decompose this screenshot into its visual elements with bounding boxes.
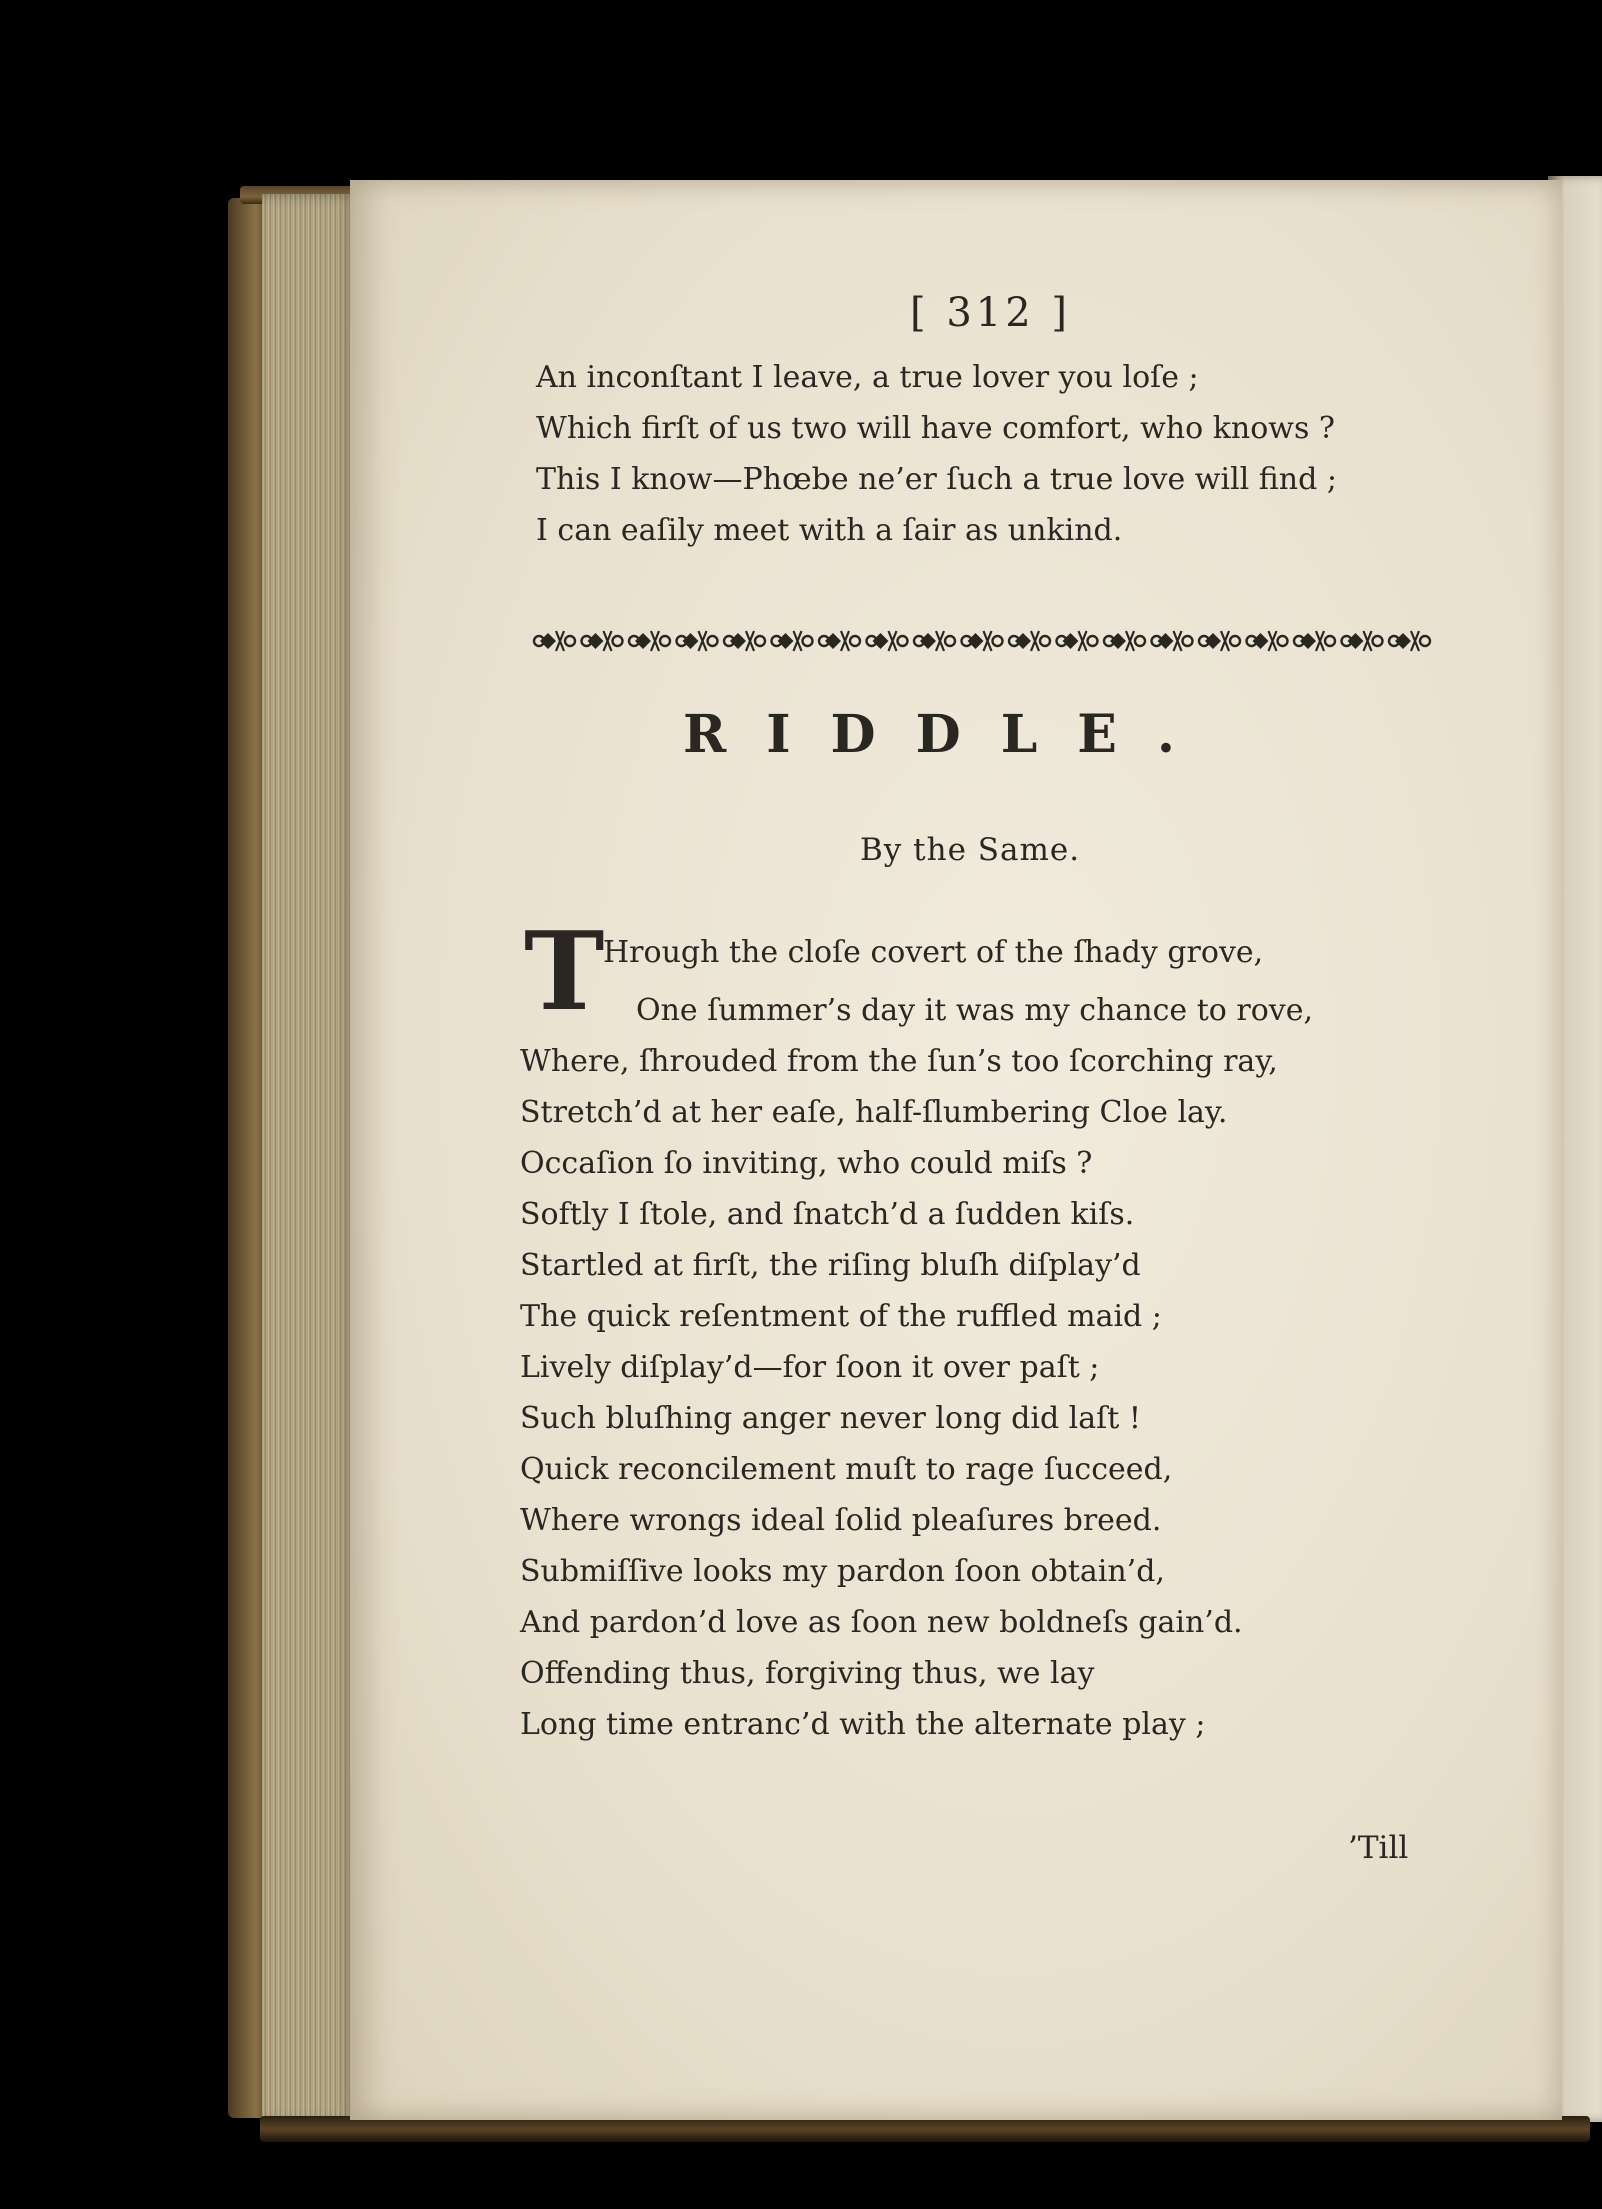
ornament-unit xyxy=(819,631,860,651)
ornament-unit xyxy=(629,631,670,651)
ornament-unit xyxy=(867,631,908,651)
ornament-unit xyxy=(582,631,623,651)
verse-line: Occaſion ſo inviting, who could miſs ? xyxy=(520,1146,1093,1181)
verse-line: Stretch’d at her eaſe, half-ſlumbering Cloe lay. xyxy=(520,1095,1228,1130)
ornament-unit xyxy=(914,631,955,651)
ornament-unit xyxy=(1389,631,1430,651)
page-edges xyxy=(262,194,358,2124)
verse-line: Hrough the cloſe covert of the ſhady grove, xyxy=(603,935,1264,970)
verse-line: An inconſtant I leave, a true lover you loſe ; xyxy=(536,360,1199,395)
verse-line: Offending thus, forgiving thus, we lay xyxy=(520,1656,1095,1691)
verse-line: Where wrongs ideal ſolid pleaſures breed. xyxy=(520,1503,1162,1538)
ornament-unit xyxy=(677,631,718,651)
verse-line: Which firſt of us two will have comfort, who knows ? xyxy=(536,411,1335,446)
ornament-unit xyxy=(1104,631,1145,651)
verse-line: Softly I ſtole, and ſnatch’d a ſudden kiſs. xyxy=(520,1197,1135,1232)
ornament-unit xyxy=(1152,631,1193,651)
verse-line: This I know—Phœbe ne’er ſuch a true love will find ; xyxy=(536,462,1337,497)
verse-line: I can eaſily meet with a ſair as unkind. xyxy=(536,513,1123,548)
page-number: [ 312 ] xyxy=(910,290,1071,336)
ornament-unit xyxy=(1199,631,1240,651)
verse-line: Startled at firſt, the riſing bluſh diſplay’d xyxy=(520,1248,1141,1283)
ornament-unit xyxy=(1342,631,1383,651)
verse-line: One ſummer’s day it was my chance to rove, xyxy=(636,993,1313,1028)
ornamental-rule xyxy=(530,623,1435,659)
ornament-unit xyxy=(534,631,575,651)
ornament-unit xyxy=(962,631,1003,651)
verse-line: And pardon’d love as ſoon new boldneſs gain’d. xyxy=(520,1605,1243,1640)
ornament-unit xyxy=(772,631,813,651)
catchword: ’Till xyxy=(1348,1830,1409,1866)
verse-line: Where, ſhrouded from the ſun’s too ſcorching ray, xyxy=(520,1044,1278,1079)
verse-line: Submiſſive looks my pardon ſoon obtain’d, xyxy=(520,1554,1165,1589)
poem-byline: By the Same. xyxy=(860,832,1081,868)
drop-cap: T xyxy=(524,909,605,1035)
ornament-unit xyxy=(724,631,765,651)
poem-title: RIDDLE. xyxy=(683,704,1216,765)
ornament-unit xyxy=(1247,631,1288,651)
ornament-unit xyxy=(1009,631,1050,651)
top-stanza xyxy=(536,352,1337,556)
poem-body xyxy=(520,985,1313,1750)
verse-line: Quick reconcilement muſt to rage ſucceed, xyxy=(520,1452,1173,1487)
verse-line: Lively diſplay’d—for ſoon it over paſt ; xyxy=(520,1350,1100,1385)
verse-line: Such bluſhing anger never long did laſt ! xyxy=(520,1401,1141,1436)
ornament-unit xyxy=(1057,631,1098,651)
verse-line: The quick reſentment of the ruffled maid ; xyxy=(520,1299,1162,1334)
ornament-unit xyxy=(1294,631,1335,651)
verse-line: Long time entranc’d with the alternate play ; xyxy=(520,1707,1206,1742)
